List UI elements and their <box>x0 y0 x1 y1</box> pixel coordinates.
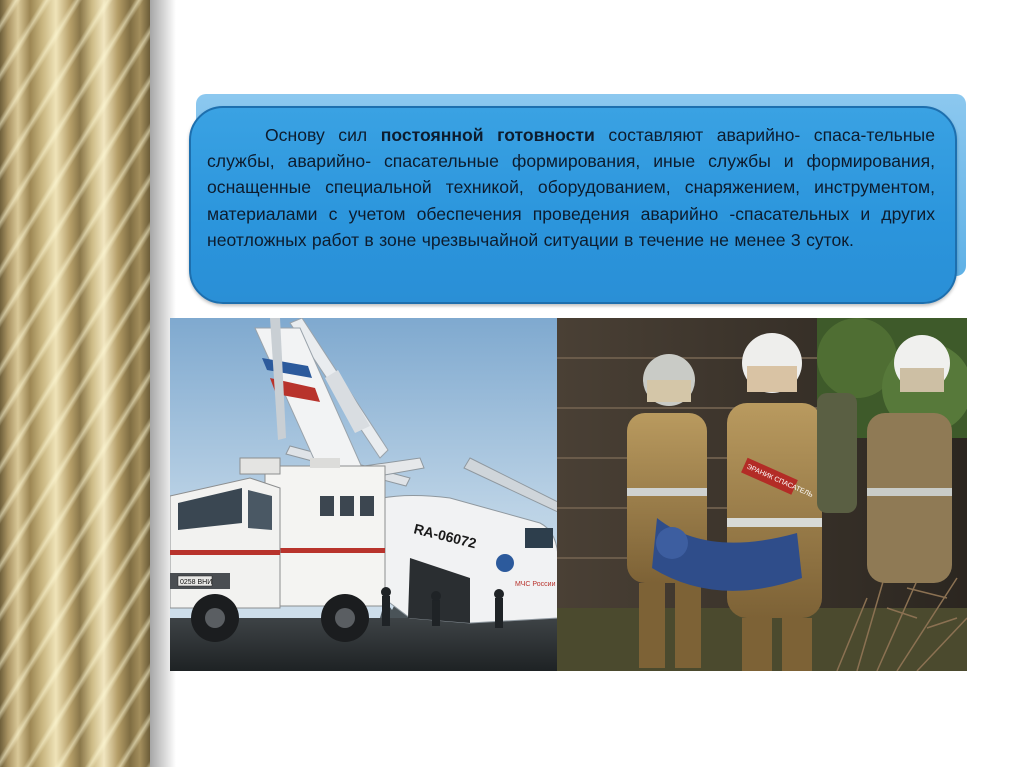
gold-curtain-decoration <box>0 0 150 767</box>
tail-number-label: RA-06072 <box>412 520 479 552</box>
truck-plate-label: 0258 ВНИ <box>180 579 213 586</box>
rescuer-patch-label: ЭРАНИК СПАСАТЕЛЬ <box>745 463 814 500</box>
photo-rescuers <box>557 318 967 671</box>
panel-paragraph <box>207 122 935 253</box>
fuselage-label: МЧС России <box>515 581 556 588</box>
photo-truck-helicopter <box>170 318 560 671</box>
panel-highlight: постоянной готовности <box>380 125 595 145</box>
panel-rest: составляют аварийно- спаса-тельные службы, аварийно- спасательные формирования, иные службы и формирования, оснащенные специальной техникой, оборудованием, снаряжением, инструментом, материалами с учетом обеспечения проведения аварийно -спасательных и других неотложных работ в зоне чрезвычайной ситуации в течение не менее 3 суток. <box>207 125 935 250</box>
panel-intro: Основу сил <box>265 125 381 145</box>
